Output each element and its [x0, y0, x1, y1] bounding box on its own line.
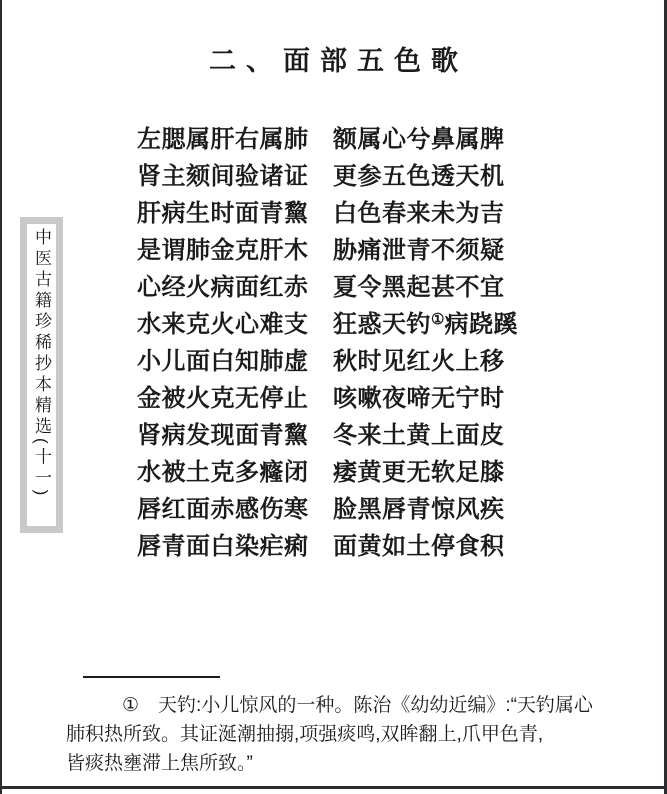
page-edge-left	[0, 0, 2, 794]
verse-line	[137, 195, 518, 232]
verse-line	[137, 380, 518, 417]
verse-cell-left: 水被土克多癃闭	[137, 459, 309, 486]
verse-line	[137, 417, 518, 454]
verse-cell-right: 白色春来未为吉	[333, 200, 505, 227]
verse-cell-left: 心经火病面红赤	[137, 274, 309, 301]
verse-cell-left: 唇青面白染疟痢	[137, 533, 309, 560]
verse-line	[137, 306, 518, 343]
spine-label: 中医古籍珍稀抄本精选(十一)	[27, 224, 56, 526]
verse-cell-left: 左腮属肝右属肺	[137, 126, 309, 153]
verse-cell-left: 金被火克无停止	[137, 385, 309, 412]
verse-cell-right	[333, 306, 518, 346]
verse-line	[137, 269, 518, 306]
spine-label-box	[20, 217, 63, 533]
footnote-line: 肺积热所致。其证涎潮抽搦,项强痰鸣,双眸翻上,爪甲色青,	[66, 724, 544, 745]
footnote-block	[66, 691, 601, 778]
verse-cell-right: 更参五色透天机	[333, 163, 505, 190]
verse-line	[137, 454, 518, 491]
verse-cell-left: 水来克火心难支	[137, 311, 309, 338]
verse-cell-right: 冬来土黄上面皮	[333, 422, 505, 449]
verse-line	[137, 528, 518, 565]
page-edge-bottom	[0, 786, 667, 789]
footnote-reference-mark: ①	[431, 311, 445, 328]
verse-line	[137, 343, 518, 380]
footnote-text: 天钓:小儿惊风的一种。陈治《幼幼近编》:“天钓属心	[158, 695, 593, 716]
verse-cell-right: 面黄如土停食积	[333, 533, 505, 560]
verse-line	[137, 232, 518, 269]
footnote-line: 皆痰热壅滞上焦所致。”	[66, 753, 253, 774]
verse-cell-left: 是谓肺金克肝木	[137, 237, 309, 264]
footnote-marker: ①	[122, 695, 140, 716]
verse-cell-right: 秋时见红火上移	[333, 348, 505, 375]
verse-cell-left: 肾病发现面青黧	[137, 422, 309, 449]
verse-text: 狂惑天钓	[333, 311, 431, 338]
verse-cell-right: 咳嗽夜啼无宁时	[333, 385, 505, 412]
verse-cell-right: 夏令黑起甚不宜	[333, 274, 505, 301]
verse-cell-left: 肾主颏间验诸证	[137, 163, 309, 190]
verse-cell-right: 胁痛泄青不须疑	[333, 237, 505, 264]
verse-cell-right: 痿黄更无软足膝	[333, 459, 505, 486]
page-title: 二、面部五色歌	[209, 46, 468, 77]
verse-line	[137, 491, 518, 528]
verse-block	[137, 121, 518, 565]
verse-cell-left: 小儿面白知肺虚	[137, 348, 309, 375]
verse-line	[137, 158, 518, 195]
verse-line	[137, 121, 518, 158]
verse-cell-right: 额属心兮鼻属脾	[333, 126, 505, 153]
verse-cell-left: 唇红面赤感伤寒	[137, 496, 309, 523]
footnote-separator-line	[83, 676, 220, 678]
verse-text: 病跷蹊	[444, 311, 518, 338]
footnote-line	[66, 691, 601, 720]
verse-cell-right: 脸黑唇青惊风疾	[333, 496, 505, 523]
verse-cell-left: 肝病生时面青黧	[137, 200, 309, 227]
